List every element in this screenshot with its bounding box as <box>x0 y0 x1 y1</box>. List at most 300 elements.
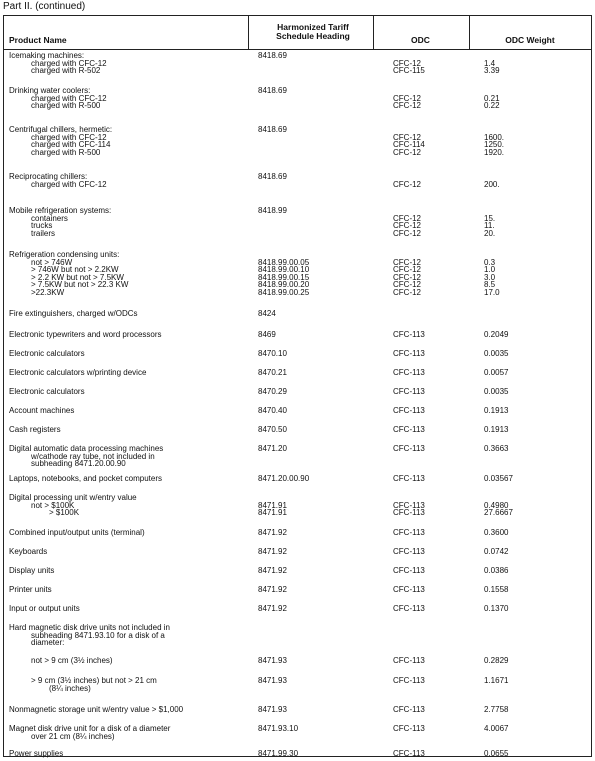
part-title: Part II. (continued) <box>3 1 86 12</box>
header-odc-weight: ODC Weight <box>505 35 555 45</box>
cell-hts-heading <box>258 445 368 468</box>
cell-odc <box>393 706 483 714</box>
cell-line: CFC-12 <box>393 221 422 231</box>
cell-odc-weight <box>484 475 574 483</box>
cell-line: CFC-12 <box>393 272 422 282</box>
cell-product-name <box>9 494 249 517</box>
table-header <box>4 16 591 50</box>
cell-line: 3.39 <box>484 66 500 76</box>
cell-line: Cash registers <box>9 425 61 434</box>
cell-line: Refrigeration condensing units: <box>9 250 120 259</box>
cell-product-name <box>9 369 249 377</box>
cell-odc-weight <box>484 331 574 339</box>
cell-product-name <box>9 173 249 188</box>
cell-line: 8418.99.00.25 <box>258 287 310 297</box>
cell-line: 8469 <box>258 330 276 339</box>
cell-line: 8418.69 <box>258 172 287 181</box>
cell-line: CFC-113 <box>393 425 425 434</box>
cell-line: 0.0386 <box>484 566 509 575</box>
cell-line: 0.4980 <box>484 500 509 510</box>
cell-line <box>258 453 368 461</box>
cell-line: CFC-113 <box>393 500 425 510</box>
cell-line: charged with CFC-114 <box>31 140 111 150</box>
cell-line: 20. <box>484 228 496 238</box>
cell-line: not > $100K <box>31 500 75 510</box>
cell-product-name <box>9 605 249 613</box>
cell-line <box>484 685 574 693</box>
cell-odc <box>393 350 483 358</box>
header-product-name: Product Name <box>9 35 67 45</box>
cell-line: Power supplies <box>9 749 64 758</box>
cell-product-name <box>9 548 249 556</box>
cell-odc-weight <box>484 567 574 575</box>
cell-hts-heading <box>258 251 368 297</box>
cell-line: 0.3 <box>484 257 496 267</box>
cell-line: trailers <box>31 228 56 238</box>
cell-line: CFC-113 <box>393 705 425 714</box>
cell-line: Laptops, notebooks, and pocket computers <box>9 474 162 483</box>
cell-line: 1250. <box>484 140 505 150</box>
cell-line: CFC-113 <box>393 528 425 537</box>
cell-product-name <box>9 445 249 468</box>
cell-line: CFC-113 <box>393 330 425 339</box>
cell-line <box>393 624 483 632</box>
cell-line: (8¼ inches) <box>49 683 91 693</box>
cell-odc-weight <box>484 494 574 517</box>
cell-line: subheading 8471.93.10 for a disk of a <box>31 630 165 640</box>
cell-product-name <box>9 624 249 647</box>
cell-line: CFC-12 <box>393 58 422 68</box>
cell-hts-heading <box>258 624 368 647</box>
cell-line: 8418.99.00.10 <box>258 265 310 275</box>
cell-product-name <box>9 567 249 575</box>
cell-line: CFC-113 <box>393 547 425 556</box>
cell-line: Electronic typewriters and word processors <box>9 330 162 339</box>
cell-odc-weight <box>484 173 574 188</box>
cell-odc <box>393 586 483 594</box>
cell-line: CFC-113 <box>393 604 425 613</box>
cell-line: Hard magnetic disk drive units not included in <box>9 623 170 632</box>
cell-line: 0.2829 <box>484 656 509 665</box>
cell-line: Magnet disk drive unit for a disk of a diameter <box>9 724 171 733</box>
cell-line <box>393 460 483 468</box>
cell-line: 8471.93 <box>258 705 287 714</box>
cell-line <box>258 102 368 110</box>
cell-line <box>484 251 574 259</box>
cell-line: charged with CFC-12 <box>31 58 107 68</box>
cell-hts-heading <box>258 548 368 556</box>
cell-line: not > 746W <box>31 257 73 267</box>
cell-product-name <box>9 251 249 297</box>
cell-odc-weight <box>484 369 574 377</box>
cell-odc <box>393 725 483 740</box>
cell-product-name <box>9 52 249 75</box>
cell-line: Digital automatic data processing machines <box>9 444 164 453</box>
cell-line: 8418.69 <box>258 125 287 134</box>
cell-hts-heading <box>258 173 368 188</box>
cell-line: 8418.99.00.05 <box>258 257 310 267</box>
cell-odc <box>393 605 483 613</box>
cell-hts-heading <box>258 586 368 594</box>
cell-line: 0.22 <box>484 101 500 111</box>
cell-line: 1.1671 <box>484 676 509 685</box>
cell-hts-heading <box>258 529 368 537</box>
cell-product-name <box>9 310 249 318</box>
cell-line: Electronic calculators <box>9 349 85 358</box>
cell-line <box>258 67 368 75</box>
cell-line: w/cathode ray tube, not included in <box>31 451 155 461</box>
cell-line: > 746W but not > 2.2KW <box>31 265 119 275</box>
cell-line <box>484 52 574 60</box>
cell-line: CFC-113 <box>393 724 425 733</box>
cell-line: charged with CFC-12 <box>31 132 107 142</box>
cell-line: > 7.5KW but not > 22.3 KW <box>31 280 129 290</box>
cell-line: 0.3663 <box>484 444 509 453</box>
cell-line <box>258 149 368 157</box>
cell-line: 8471.93 <box>258 676 287 685</box>
cell-line: 11. <box>484 221 495 231</box>
cell-line: 2.7758 <box>484 705 509 714</box>
cell-line <box>258 60 368 68</box>
cell-line: CFC-113 <box>393 444 425 453</box>
cell-odc <box>393 624 483 647</box>
cell-line: 200. <box>484 179 500 189</box>
cell-line: 1.0 <box>484 265 496 275</box>
cell-line: charged with R-500 <box>31 147 101 157</box>
cell-line <box>393 310 483 318</box>
cell-line: CFC-12 <box>393 213 422 223</box>
cell-odc-weight <box>484 87 574 110</box>
cell-line: CFC-115 <box>393 66 425 76</box>
cell-product-name <box>9 750 249 758</box>
cell-product-name <box>9 426 249 434</box>
cell-line: > $100K <box>49 508 80 518</box>
cell-line <box>484 639 574 647</box>
cell-product-name <box>9 706 249 714</box>
cell-line <box>393 453 483 461</box>
cell-line: 0.1913 <box>484 425 509 434</box>
cell-line: 8471.92 <box>258 585 287 594</box>
cell-odc-weight <box>484 207 574 237</box>
cell-line <box>393 685 483 693</box>
cell-line: CFC-12 <box>393 93 422 103</box>
cell-line: CFC-113 <box>393 676 425 685</box>
cell-line: 8470.21 <box>258 368 287 377</box>
cell-line: 8471.99.30 <box>258 749 299 758</box>
cell-line: CFC-12 <box>393 101 422 111</box>
cell-line: 8471.93 <box>258 656 287 665</box>
cell-hts-heading <box>258 52 368 75</box>
cell-line: 8470.10 <box>258 349 287 358</box>
cell-line: CFC-113 <box>393 406 425 415</box>
cell-hts-heading <box>258 126 368 156</box>
cell-line: CFC-12 <box>393 257 422 267</box>
cell-odc-weight <box>484 657 574 665</box>
cell-line: 8471.93.10 <box>258 724 299 733</box>
cell-line <box>258 215 368 223</box>
cell-line: subheading 8471.20.00.90 <box>31 459 126 469</box>
cell-line: 8471.91 <box>258 500 287 510</box>
header-odc: ODC <box>411 35 430 45</box>
cell-line <box>484 460 574 468</box>
cell-odc-weight <box>484 445 574 468</box>
cell-line: CFC-113 <box>393 474 425 483</box>
cell-line: charged with CFC-12 <box>31 93 107 103</box>
cell-line: 0.0035 <box>484 349 509 358</box>
cell-hts-heading <box>258 567 368 575</box>
cell-odc <box>393 494 483 517</box>
cell-line: 1.4 <box>484 58 496 68</box>
cell-odc <box>393 529 483 537</box>
cell-odc <box>393 310 483 318</box>
cell-line: 3.0 <box>484 272 496 282</box>
cell-line: 0.2049 <box>484 330 509 339</box>
cell-line: 0.0035 <box>484 387 509 396</box>
cell-line <box>484 453 574 461</box>
cell-product-name <box>9 657 249 665</box>
header-hts-line2: Schedule Heading <box>276 31 350 41</box>
cell-odc <box>393 677 483 692</box>
cell-line: 8.5 <box>484 280 496 290</box>
cell-line: 0.0057 <box>484 368 509 377</box>
cell-product-name <box>9 388 249 396</box>
cell-line: Display units <box>9 566 55 575</box>
cell-odc <box>393 548 483 556</box>
cell-line: Fire extinguishers, charged w/ODCs <box>9 309 138 318</box>
cell-hts-heading <box>258 310 368 318</box>
cell-line: 27.6667 <box>484 508 513 518</box>
cell-odc <box>393 750 483 758</box>
cell-odc <box>393 407 483 415</box>
cell-odc <box>393 567 483 575</box>
cell-line <box>258 134 368 142</box>
cell-line <box>393 632 483 640</box>
cell-odc <box>393 475 483 483</box>
cell-odc <box>393 207 483 237</box>
cell-hts-heading <box>258 605 368 613</box>
cell-line: 8418.99.00.15 <box>258 272 310 282</box>
cell-hts-heading <box>258 725 368 740</box>
cell-line: 8424 <box>258 309 276 318</box>
cell-line <box>258 95 368 103</box>
cell-line: CFC-12 <box>393 228 422 238</box>
cell-line: 8418.69 <box>258 86 287 95</box>
header-hts-line1: Harmonized Tariff <box>277 22 349 32</box>
cell-hts-heading <box>258 706 368 714</box>
cell-odc <box>393 331 483 339</box>
cell-product-name <box>9 207 249 237</box>
cell-product-name <box>9 725 249 740</box>
cell-line: 1600. <box>484 132 505 142</box>
cell-odc <box>393 87 483 110</box>
cell-line <box>484 733 574 741</box>
cell-product-name <box>9 586 249 594</box>
cell-line: > 9 cm (3½ inches) but not > 21 cm <box>31 676 157 685</box>
cell-line <box>258 460 368 468</box>
cell-line: CFC-113 <box>393 368 425 377</box>
cell-line: Mobile refrigeration systems: <box>9 206 112 215</box>
cell-hts-heading <box>258 494 368 517</box>
cell-line: 17.0 <box>484 287 500 297</box>
cell-line <box>258 733 368 741</box>
cell-line: Electronic calculators w/printing device <box>9 368 147 377</box>
cell-line: CFC-113 <box>393 349 425 358</box>
cell-line: CFC-113 <box>393 508 425 518</box>
cell-odc-weight <box>484 350 574 358</box>
cell-line: Nonmagnetic storage unit w/entry value > $1,000 <box>9 705 184 714</box>
cell-product-name <box>9 407 249 415</box>
cell-line <box>258 685 368 693</box>
cell-line: CFC-113 <box>393 656 425 665</box>
cell-odc <box>393 251 483 297</box>
cell-line: over 21 cm (8¼ inches) <box>31 731 115 741</box>
cell-line: Digital processing unit w/entry value <box>9 493 137 502</box>
cell-odc-weight <box>484 529 574 537</box>
cell-odc-weight <box>484 586 574 594</box>
cell-line: CFC-113 <box>393 387 425 396</box>
cell-line: CFC-114 <box>393 140 425 150</box>
cell-odc-weight <box>484 624 574 647</box>
cell-line: not > 9 cm (3½ inches) <box>31 656 113 665</box>
cell-line <box>393 733 483 741</box>
cell-hts-heading <box>258 369 368 377</box>
cell-line: CFC-12 <box>393 147 422 157</box>
cell-hts-heading <box>258 475 368 483</box>
cell-line: Icemaking machines: <box>9 51 85 60</box>
cell-odc-weight <box>484 126 574 156</box>
cell-line: Input or output units <box>9 604 80 613</box>
cell-odc-weight <box>484 388 574 396</box>
cell-odc-weight <box>484 725 574 740</box>
cell-odc-weight <box>484 677 574 692</box>
cell-line: trucks <box>31 221 53 231</box>
cell-product-name <box>9 126 249 156</box>
cell-line: CFC-12 <box>393 265 422 275</box>
cell-line: charged with R-502 <box>31 66 101 76</box>
cell-line: 8471.92 <box>258 528 287 537</box>
cell-odc <box>393 173 483 188</box>
cell-product-name <box>9 475 249 483</box>
cell-line: 8471.91 <box>258 508 287 518</box>
cell-line: 0.0655 <box>484 749 509 758</box>
cell-line: 8470.29 <box>258 387 287 396</box>
cell-line: Combined input/output units (terminal) <box>9 528 145 537</box>
cell-line: CFC-12 <box>393 280 422 290</box>
cell-line <box>258 141 368 149</box>
cell-odc-weight <box>484 407 574 415</box>
cell-hts-heading <box>258 207 368 237</box>
cell-line: charged with R-500 <box>31 101 101 111</box>
cell-odc-weight <box>484 251 574 297</box>
cell-line: Reciprocating chillers: <box>9 172 88 181</box>
cell-line: CFC-12 <box>393 287 422 297</box>
cell-hts-heading <box>258 331 368 339</box>
cell-line <box>258 632 368 640</box>
cell-product-name <box>9 529 249 537</box>
cell-odc <box>393 369 483 377</box>
cell-line: 8471.20 <box>258 444 287 453</box>
cell-line: 8470.50 <box>258 425 287 434</box>
cell-line <box>484 207 574 215</box>
cell-line: 1920. <box>484 147 505 157</box>
cell-line: Drinking water coolers: <box>9 86 91 95</box>
cell-line <box>258 181 368 189</box>
cell-line: CFC-113 <box>393 566 425 575</box>
cell-line: 4.0067 <box>484 724 509 733</box>
cell-odc <box>393 445 483 468</box>
cell-odc <box>393 426 483 434</box>
cell-product-name <box>9 87 249 110</box>
cell-hts-heading <box>258 677 368 692</box>
cell-line <box>258 222 368 230</box>
cell-line: 8418.69 <box>258 51 287 60</box>
cell-hts-heading <box>258 388 368 396</box>
cell-odc-weight <box>484 548 574 556</box>
cell-odc-weight <box>484 426 574 434</box>
cell-line: 0.0742 <box>484 547 509 556</box>
cell-line: CFC-12 <box>393 179 422 189</box>
cell-hts-heading <box>258 350 368 358</box>
cell-line: 8471.92 <box>258 604 287 613</box>
cell-line <box>393 639 483 647</box>
cell-product-name <box>9 677 249 692</box>
cell-odc <box>393 126 483 156</box>
cell-line: CFC-12 <box>393 132 422 142</box>
cell-line: > 2.2 KW but not > 7.5KW <box>31 272 124 282</box>
odc-table <box>3 15 592 757</box>
cell-line: >22.3KW <box>31 287 65 297</box>
cell-line: Electronic calculators <box>9 387 85 396</box>
cell-line <box>258 639 368 647</box>
cell-line <box>258 624 368 632</box>
cell-odc <box>393 388 483 396</box>
cell-odc <box>393 657 483 665</box>
cell-odc-weight <box>484 750 574 758</box>
cell-line <box>484 310 574 318</box>
cell-line: 8471.20.00.90 <box>258 474 310 483</box>
cell-hts-heading <box>258 407 368 415</box>
cell-line <box>484 632 574 640</box>
cell-line: 8418.99.00.20 <box>258 280 310 290</box>
cell-line: Centrifugal chillers, hermetic: <box>9 125 113 134</box>
cell-hts-heading <box>258 657 368 665</box>
cell-odc-weight <box>484 310 574 318</box>
cell-hts-heading <box>258 87 368 110</box>
cell-line: 8418.99 <box>258 206 287 215</box>
cell-line: 0.3600 <box>484 528 509 537</box>
cell-hts-heading <box>258 750 368 758</box>
cell-line: Keyboards <box>9 547 48 556</box>
cell-product-name <box>9 331 249 339</box>
cell-product-name <box>9 350 249 358</box>
cell-line: 15. <box>484 213 496 223</box>
cell-line: charged with CFC-12 <box>31 179 107 189</box>
cell-odc-weight <box>484 52 574 75</box>
cell-line: Account machines <box>9 406 75 415</box>
cell-line: 0.1370 <box>484 604 509 613</box>
cell-line: diameter: <box>31 638 65 648</box>
cell-line: 0.03567 <box>484 474 513 483</box>
cell-line: 8471.92 <box>258 566 287 575</box>
cell-odc-weight <box>484 605 574 613</box>
cell-line <box>484 624 574 632</box>
cell-line: 0.1913 <box>484 406 509 415</box>
cell-hts-heading <box>258 426 368 434</box>
cell-odc-weight <box>484 706 574 714</box>
cell-line: CFC-113 <box>393 585 425 594</box>
cell-odc <box>393 52 483 75</box>
cell-line <box>258 230 368 238</box>
